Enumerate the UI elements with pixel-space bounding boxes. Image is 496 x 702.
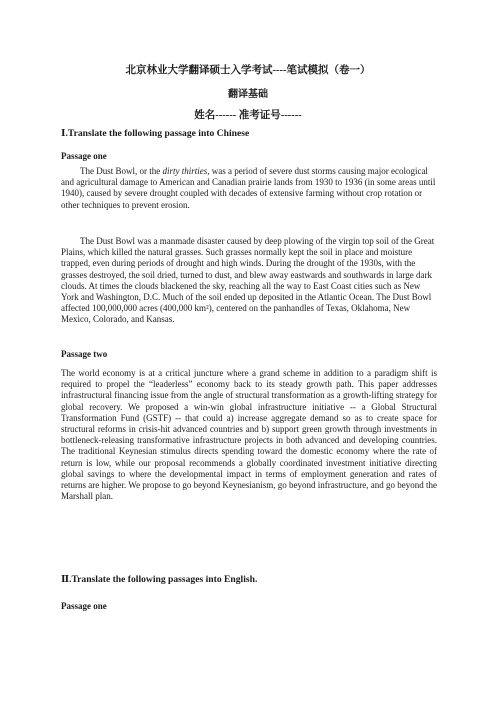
italic-phrase: dirty thirties <box>162 166 208 176</box>
passage-one-paragraph-2: The Dust Bowl was a manmade disaster caused by deep plowing of the virgin top soil of the Great Plains, which killed the natural grasses. Such grasses normally kept the soil in place and moisture trapped, even during periods of drought and high winds. During the drought of the 1930s, with the grasses destroyed, the soil dried, turned to dust, and blew away eastwards and southwards in large dark clouds. At times the clouds blackened the sky, reaching all the way to East Coast cities such as New York and Washington, D.C. Much of the soil ended up deposited in the Atlantic Ocean. The Dust Bowl affected 100,000,000 acres (400,000 km²), centered on the panhandles of Texas, Oklahoma, New Mexico, Colorado, and Kansas. <box>61 236 435 325</box>
exam-subtitle: 翻译基础 <box>228 89 268 100</box>
section-1-passage-one-label: Passage one <box>61 151 107 161</box>
exam-title: 北京林业大学翻译硕士入学考试----笔试模拟（卷一） <box>125 65 371 76</box>
section-1-passage-two-label: Passage two <box>61 349 108 359</box>
name-id-line: 姓名------ 准考证号------ <box>194 110 302 121</box>
section-2-passage-one-label: Passage one <box>61 601 107 611</box>
section-1-heading: Ⅰ.Translate the following passage into Chinese <box>61 128 250 139</box>
passage-one-paragraph-1: The Dust Bowl, or the dirty thirties, was a period of severe dust storms causing major ecological and agricultural damage to American and Canadian prairie lands from 1930 to 1936 (in some areas until 1940), caused by severe drought coupled with decades of extensive farming without crop rotation or other techniques to prevent erosion. <box>61 166 436 210</box>
passage-two-paragraph: The world economy is at a critical juncture where a grand scheme in addition to a paradigm shift is required to propel the “leaderless” economy back to its steady growth path. This paper addresses infrastructural financing issue from the angle of structural transformation as a growth-lifting strategy for global recovery. We proposed a win-win global infrastructure initiative -- a Global Structural Transformation Fund (GSTF) -- that could a) increase aggregate demand so as to create space for structural reforms in crisis-hit advanced countries and b) support green growth through investments in bottleneck-releasing transformative infrastructure projects in both advanced and developing countries. The traditional Keynesian stimulus directs spending toward the domestic economy where the rate of return is low, while our proposal recommends a globally coordinated investment initiative directing global savings to where the developmental impact in terms of employment generation and rates of returns are higher. We propose to go beyond Keynesianism, go beyond infrastructure, and go beyond the Marshall plan. <box>61 368 438 502</box>
section-2-heading: Ⅱ.Translate the following passages into English. <box>61 574 258 585</box>
